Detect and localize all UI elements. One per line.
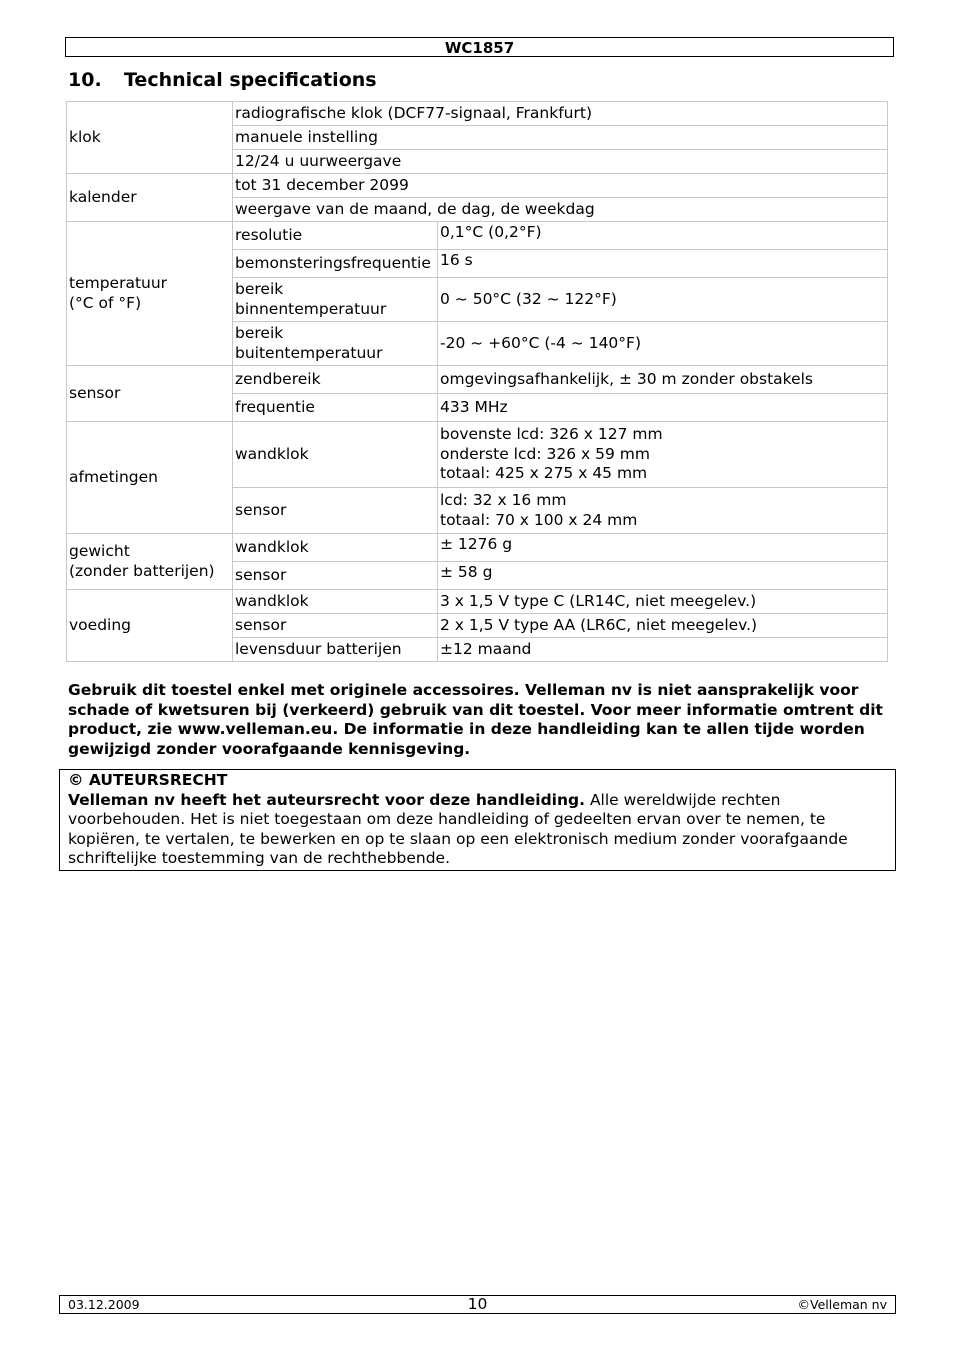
spec-name: frequentie — [233, 394, 438, 422]
category-label-note: (zonder batterijen) — [69, 561, 215, 580]
spec-name-line: bereik — [235, 324, 284, 342]
spec-name: wandklok — [233, 534, 438, 562]
footer-date: 03.12.2009 — [68, 1297, 140, 1312]
spec-name-line: bereik — [235, 280, 284, 298]
table-row — [67, 102, 888, 126]
category-afmetingen: afmetingen — [67, 422, 233, 534]
category-label: gewicht — [69, 542, 130, 560]
table-row — [67, 174, 888, 198]
page-footer — [59, 1295, 896, 1314]
category-klok: klok — [67, 102, 233, 174]
spec-name — [233, 278, 438, 322]
category-gewicht — [67, 534, 233, 590]
copyright-box — [59, 769, 896, 871]
table-row — [67, 422, 888, 488]
spec-value: 12/24 u uurweergave — [233, 150, 888, 174]
copyright-bold-text: Velleman nv heeft het auteursrecht voor deze handleiding. — [68, 790, 586, 809]
spec-value-line: lcd: 32 x 16 mm — [440, 491, 567, 509]
spec-value: tot 31 december 2099 — [233, 174, 888, 198]
specifications-table — [66, 101, 888, 662]
spec-name-line: binnentemperatuur — [235, 299, 387, 318]
copyright-heading: © AUTEURSRECHT — [68, 771, 228, 789]
spec-value-line: totaal: 425 x 275 x 45 mm — [440, 464, 648, 483]
category-label-unit: (°C of °F) — [69, 293, 142, 312]
footer-copyright: ©Velleman nv — [797, 1297, 887, 1312]
spec-name: sensor — [233, 562, 438, 590]
document-header — [65, 37, 894, 57]
spec-value: 0,1°C (0,2°F) — [438, 222, 888, 250]
category-label: temperatuur — [69, 274, 168, 292]
category-voeding: voeding — [67, 590, 233, 662]
spec-value — [438, 488, 888, 534]
spec-name: bemonsteringsfrequentie — [233, 250, 438, 278]
category-temperatuur — [67, 222, 233, 366]
spec-value: weergave van de maand, de dag, de weekdag — [233, 198, 888, 222]
table-row — [67, 534, 888, 562]
spec-value: ± 1276 g — [438, 534, 888, 562]
table-row — [67, 590, 888, 614]
spec-value: ± 58 g — [438, 562, 888, 590]
category-sensor: sensor — [67, 366, 233, 422]
spec-value: 2 x 1,5 V type AA (LR6C, niet meegelev.) — [438, 614, 888, 638]
page-number: 10 — [467, 1295, 488, 1313]
spec-value: -20 ~ +60°C (-4 ~ 140°F) — [438, 322, 888, 366]
spec-value-line: onderste lcd: 326 x 59 mm — [440, 444, 650, 463]
table-row — [67, 366, 888, 394]
spec-value: 16 s — [438, 250, 888, 278]
spec-value-line: totaal: 70 x 100 x 24 mm — [440, 510, 638, 529]
spec-value: 3 x 1,5 V type C (LR14C, niet meegelev.) — [438, 590, 888, 614]
spec-name: sensor — [233, 488, 438, 534]
spec-value: 433 MHz — [438, 394, 888, 422]
model-number: WC1857 — [444, 39, 515, 57]
spec-name — [233, 322, 438, 366]
spec-name: wandklok — [233, 422, 438, 488]
section-title — [68, 67, 377, 93]
spec-value: omgevingsafhankelijk, ± 30 m zonder obstakels — [438, 366, 888, 394]
spec-value-line: bovenste lcd: 326 x 127 mm — [440, 425, 663, 444]
spec-name: levensduur batterijen — [233, 638, 438, 662]
table-row — [67, 222, 888, 250]
liability-notice: Gebruik dit toestel enkel met originele accessoires. Velleman nv is niet aansprakelijk voor schade of kwetsuren bij (verkeerd) gebruik van dit toestel. Voor meer informatie omtrent dit product, zie www.velleman.eu. De informatie in deze handleiding kan te allen tijde worden gewijzigd zonder voorafgaande kennisgeving. — [68, 681, 883, 758]
section-title-text: Technical specifications — [124, 69, 377, 91]
spec-name-line: buitentemperatuur — [235, 343, 383, 362]
spec-name: sensor — [233, 614, 438, 638]
copyright-text: Alle wereldwijde rechten voorbehouden. Het is niet toegestaan om deze handleiding of gedeelten ervan over te nemen, te kopiëren, te vertalen, te bewerken en op te slaan op een elektronisch medium zonder voorafgaande schriftelijke toestemming van de rechthebbende. — [68, 790, 848, 868]
spec-value — [438, 422, 888, 488]
category-kalender: kalender — [67, 174, 233, 222]
spec-name: zendbereik — [233, 366, 438, 394]
spec-value: ±12 maand — [438, 638, 888, 662]
spec-value: manuele instelling — [233, 126, 888, 150]
spec-name: resolutie — [233, 222, 438, 250]
spec-value: radiografische klok (DCF77-signaal, Frankfurt) — [233, 102, 888, 126]
section-number: 10. — [68, 69, 102, 91]
spec-value: 0 ~ 50°C (32 ~ 122°F) — [438, 278, 888, 322]
spec-name: wandklok — [233, 590, 438, 614]
